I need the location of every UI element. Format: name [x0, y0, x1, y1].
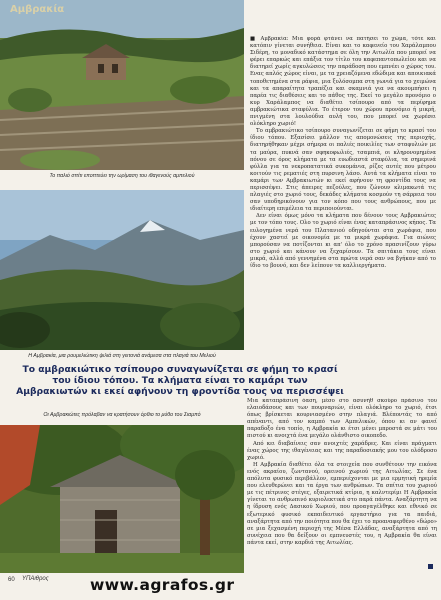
photo-caption: Το παλιό σπίτι εποπτεύει την ωρίμαση του ιθαγενούς αμπελιού — [0, 172, 244, 180]
article-paragraph: ■ Αμβρακία: Μια φορά φτάνει να πατήσει το χώμα, τότε και κατόπιν γίνεται συνήθεια. Είναι και το καφενείο του Χαράλαμπου Σιδέρη, το μοναδικό κατάστημα σε όλη την Αιτωλία που μπορεί να φέρει επαρκώς και επάξια τον τίτλο του καφεπαντοπωλείου και να διατηρεί χωρίς αγκυλώσεις την παράδοση που εμπνέει ο χώρος του. Ενας απλός χώρος είναι, με τα χρειαζόμενα εδώδιμα και αποικιακά τοποθετημένα στα ράφια, μια ξυλόσομπα στη γωνιά για το χειμώνα και τα απαραίτητα τραπέζια και σκαμνιά για να ακουμπήσει η παρέα τις διαθέσεις και το πάθος της. Εκεί το μεγάλο προνόμιο ο κυρ Χαράλαμπος να διαθέτει τσίπουρο από τα περίφημα αμβρακιώτικα σταφύλια. Το έτερον του χώρου προνόμιο ή μικρή, πνιγμένη στα λουλούδια αυλή του, που μπορεί να χωρέσει ολόκληρο χωριό! — [250, 36, 436, 128]
article-paragraph: Δεν είναι όμως μόνο τα κλήματα που δένουν τους Αμβρακιώτες με τον τόπο τους. Ολο το χωριό είναι ένας καταπράσινος κήπος. Τα ευλογημένα νερά του Πλατανιού οδηγούνται στα χωράφια, που έχουν χαστεί με οικονομία με τα μικρά χωράφια. Για αιώνες μπορούσαν να ποτίζονται κι απ' όλο το χρόνο πρασινίζουν γύρω στο χωριό και κάνουν να ξεχαρίσουν. Τα σπιτάκια τους είναι μικρά, αλλά από γεννημένα στα πρώτα νερά σαν να βγήκαν από το ίδιο το βουνό, και δεν λείπουν τα καλλιεργήματα. — [250, 213, 436, 269]
pull-quote-line: Αμβρακιωτών κι εκεί αφήνουν τη φροντίδα τους να περισσέψει — [16, 386, 344, 397]
photo-mountain-landscape-image — [0, 190, 244, 350]
photo-caption: Οι Αμβρακιώτες πρόλαβαν να κρατήσουν όρθιο το μύθο του Σιαμπό — [0, 411, 244, 419]
pull-quote-line: του ίδιου τόπου. Τα κλήματα είναι το καμάρι των — [52, 375, 308, 386]
article-paragraph: Το αμβρακιώτικο τσίπουρο συναγωνίζεται σε φήμη το κρασί του ίδιου τόπου. Εξασίσει μάλλον τις απομονώσεις της περιοχής, διατηρήθηκαν μέχρι σήμερα οι παλιές ποικιλίες των σταφυλιών με τα μαύρα, πυκνά σαν σφηκοφωλιές, τσαμπιά, οι κληρονομημένα πόνου σε όρος κλήματα με τα ευωδιαστά σταφύλια, τα σημερινά φύλλα για τα νεκροπατατικά συκομάνια, ρίζες αυτές που μέτρου κοιτούν τις ρεματιές στη πυρσινη λάσο. Αυτά τα κλήματα είναι το καμάρι των Αμβρακιωτών κι εκεί αφήνουν τη φροντίδα τους να περισσέψει. Στις άπειρες πεζούλες, που ζώνουν κλιμακωτά τις πλαγιές στο χωριό τους, δεκάδες κλήματα κοσμούν τη σάρρεια του σαν υποδηρικόνουν για τον κόπο που τους ανθρώπους, που με ιδιαίτερη επιμέλεια τα περιποιούνται. — [250, 128, 436, 213]
article-text-column-top — [250, 36, 436, 360]
photo-stone-hut — [0, 425, 244, 573]
photo-caption: Η Αμβρακία, μια ρουμελιώτικη ψιλιά στη γειτονιά ανάμεσα στα πλαγιά του Μελιού — [0, 352, 244, 360]
photo-stone-house-hillside — [0, 0, 244, 170]
photo-stone-house-hillside-image — [0, 0, 244, 170]
section-label: Αμβρακία — [10, 4, 65, 15]
article-end-mark — [428, 564, 433, 569]
pull-quote — [12, 364, 348, 397]
article-paragraph: Μια καταπράσινη όαση, μέσο στο ασυνήθ σκούρο πράσινο του ελαιοδάσους και των πουρναριών, είναι ολόκληρο το χωριό, έτσι όπως βρίσκεται κουρνιασμένο στην πλαγιά. Βλέποντάς το από απέναντι, από τον καμπό των Αμπελικών, όπου κι αν φανεί παραδοξο ένα τοπίο, η Αμβρακία κι έτσι μένει μπροστά σε μάτι του πιστού κι ανοιχτά ένα μεγάλο ολάνθιστο οικοπεδο. — [247, 398, 437, 440]
website-url: www.agrafos.gr — [90, 576, 235, 594]
photo-stone-hut-image — [0, 425, 244, 573]
pull-quote-line: Το αμβρακιώτικο τσίπουρο συναγωνίζεται σε φήμη το κρασί — [22, 364, 338, 375]
photo-mountain-landscape — [0, 190, 244, 350]
article-paragraph: Από κει διαβαίνεις σαν ανοιχτές χαράδρες. Και είναι πράγματι ένας χώρος της ιθαγένειας και της παραδοσιακής μου του ολόδροσο χωριό. — [247, 440, 437, 461]
magazine-name: ΥΠΑιθρος — [22, 576, 49, 582]
page-number: 60 — [8, 577, 15, 583]
article-paragraph: Η Αμβρακία διαθέτει όλα τα στοιχεία που συνθέτουν την εικόνα ενός ακραίου, ζωντανού, ορεινού χωριού της Αιτωλίας. Σε ένα απόλυτα φυσικό περιβάλλον, εμπεριέχονται με μια ερμητική ηρεμία που ελευθερώνει και τα έργα των ανθρώπων. Τα σπίτια του χωριού με τις πέτρινες στέγες, εξαιρετικά κτίρια, η καλντερίμι Η Αμβρακία γίνεται το ανθρωπινό κυριολεκτικά στο παρά πάντα. Αναξάρτητη να η ίδρυση ενός Δασικού Χωριού, που προαγαγέλθηκε και εθνικό σε εξωτερικό φυσικό εκπαιδευτικό εργαστήριο για τα παιδιά, αναξάρτητα από την ποιότητα που θα έχει το προαναφερθένο «δώρο» σε μια ξεχασμένη περιοχή της Μέσα Ελλάδας, αναξάρτητα από τη συνέχεια που θα δείξουν οι εμπνευστές του, η Αμβρακία θα είναι πάντα εκεί, στην καρδιά της Αιτωλίας. — [247, 461, 437, 546]
article-text-column-bottom — [247, 398, 437, 573]
page-footer — [0, 574, 441, 600]
